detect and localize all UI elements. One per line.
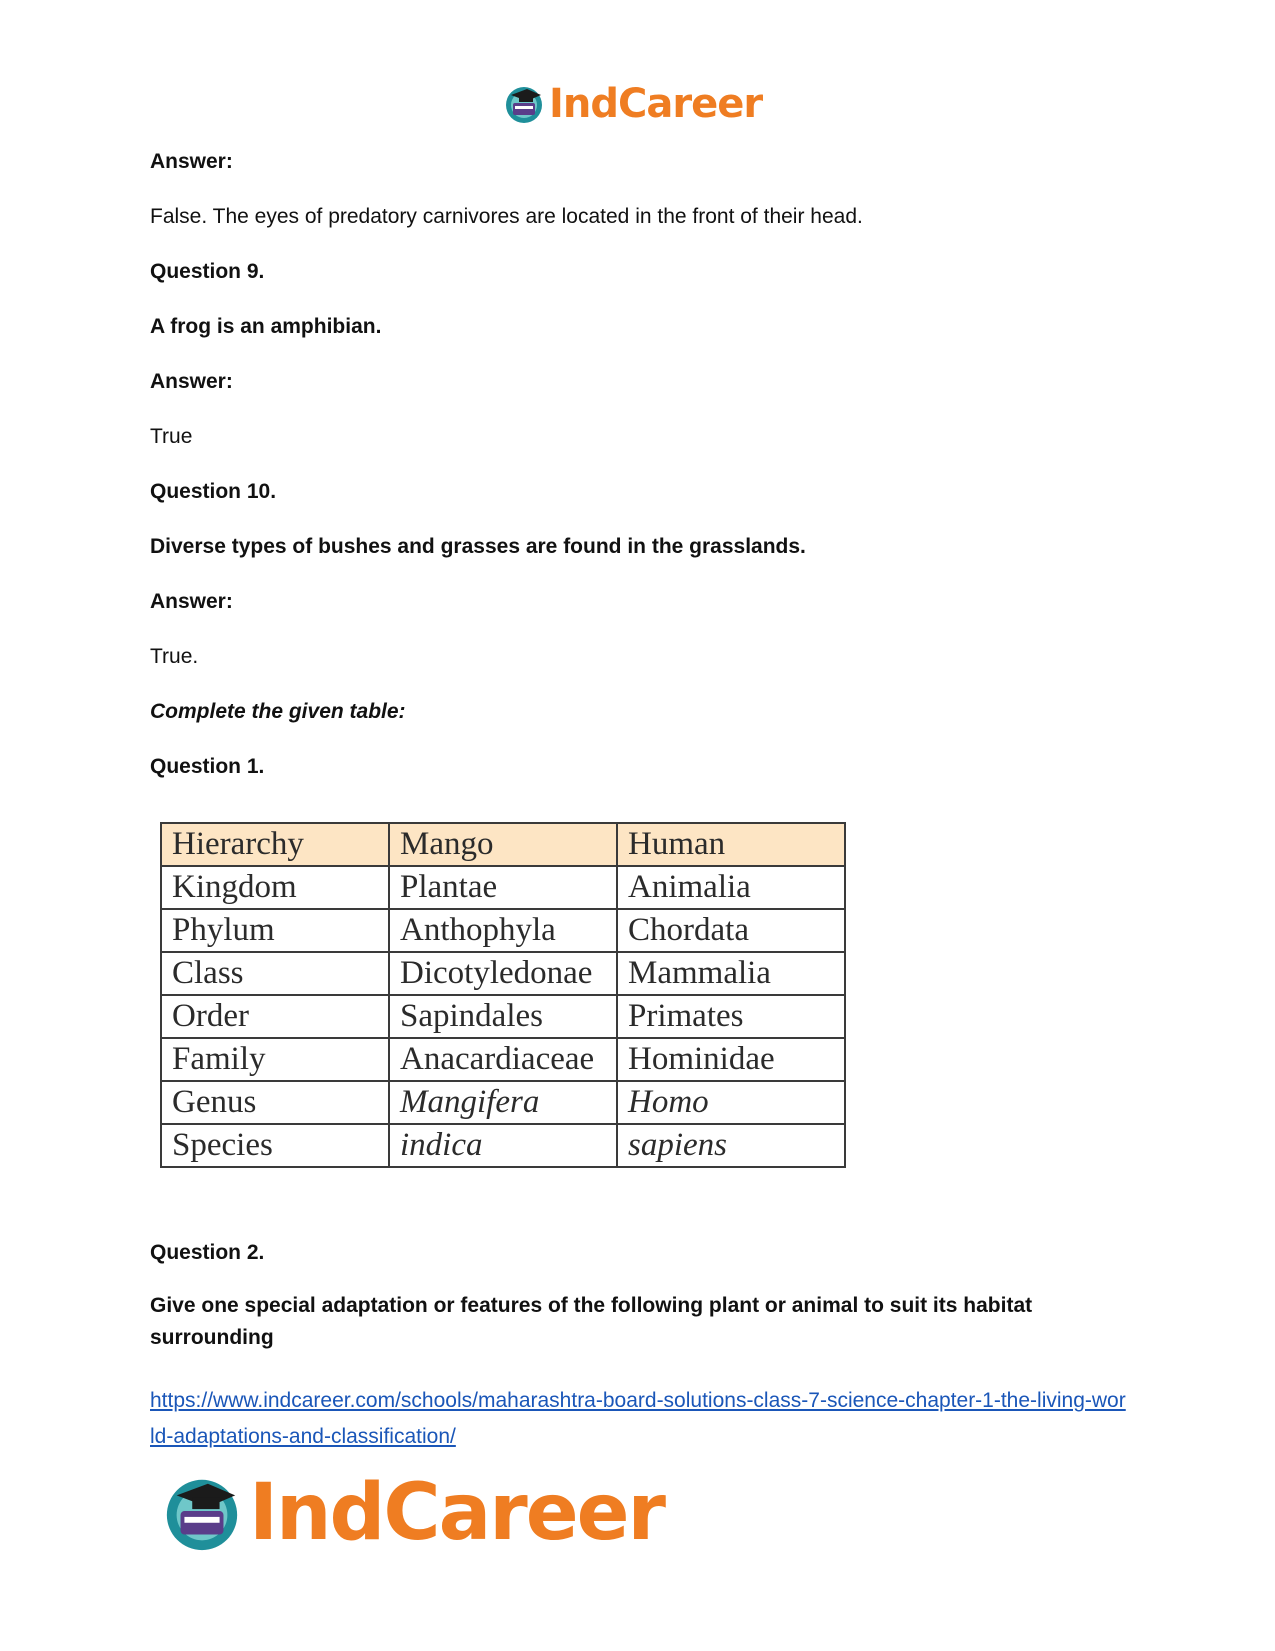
table-header-cell: Mango [389, 823, 617, 866]
table-cell: Anacardiaceae [389, 1038, 617, 1081]
table-cell: sapiens [617, 1124, 845, 1167]
table-header-cell: Hierarchy [161, 823, 389, 866]
classification-table [160, 822, 846, 1168]
source-link[interactable]: https://www.indcareer.com/schools/maharashtra-board-solutions-class-7-science-chapter-1-the-living-world-adaptations-and-classification/ [150, 1389, 1126, 1448]
table-cell: Class [161, 952, 389, 995]
table-cell: Family [161, 1038, 389, 1081]
logo-wordmark: IndCareer [249, 1468, 664, 1558]
table-cell: Genus [161, 1081, 389, 1124]
table-cell: Species [161, 1124, 389, 1167]
table-row [161, 995, 845, 1038]
table-row [161, 1038, 845, 1081]
table-cell: Dicotyledonae [389, 952, 617, 995]
table-cell: Kingdom [161, 866, 389, 909]
table-cell: Mangifera [389, 1081, 617, 1124]
table-cell: indica [389, 1124, 617, 1167]
section-title: Complete the given table: [150, 700, 406, 723]
question-label: Question 1. [150, 755, 265, 778]
question-label: Question 9. [150, 260, 265, 283]
table-row [161, 1124, 845, 1167]
answer-text: True. [150, 645, 199, 668]
answer-label: Answer: [150, 590, 233, 613]
table-cell: Anthophyla [389, 909, 617, 952]
answer-label: Answer: [150, 370, 233, 393]
graduation-globe-icon [503, 83, 545, 125]
table-cell: Plantae [389, 866, 617, 909]
question-text: Give one special adaptation or features of the following plant or animal to suit its habitat surrounding [150, 1294, 1033, 1349]
logo-wordmark: IndCareer [549, 81, 763, 127]
table-header-cell: Human [617, 823, 845, 866]
table-cell: Phylum [161, 909, 389, 952]
table-row [161, 866, 845, 909]
question-label: Question 2. [150, 1241, 265, 1264]
question-text: A frog is an amphibian. [150, 315, 382, 338]
table-cell: Homo [617, 1081, 845, 1124]
table-row [161, 909, 845, 952]
answer-text: True [150, 425, 193, 448]
table-cell: Sapindales [389, 995, 617, 1038]
answer-label: Answer: [150, 150, 233, 173]
table-row [161, 952, 845, 995]
table-row [161, 1081, 845, 1124]
table-cell: Hominidae [617, 1038, 845, 1081]
answer-text: False. The eyes of predatory carnivores are located in the front of their head. [150, 205, 863, 228]
question-text: Diverse types of bushes and grasses are found in the grasslands. [150, 535, 806, 558]
table-header-row [161, 823, 845, 866]
table-cell: Primates [617, 995, 845, 1038]
table-cell: Order [161, 995, 389, 1038]
table-cell: Animalia [617, 866, 845, 909]
table-cell: Mammalia [617, 952, 845, 995]
graduation-globe-icon [161, 1472, 243, 1554]
indcareer-logo-bottom [161, 1468, 664, 1558]
question-label: Question 10. [150, 480, 277, 503]
table-cell: Chordata [617, 909, 845, 952]
indcareer-logo-top [503, 80, 762, 128]
